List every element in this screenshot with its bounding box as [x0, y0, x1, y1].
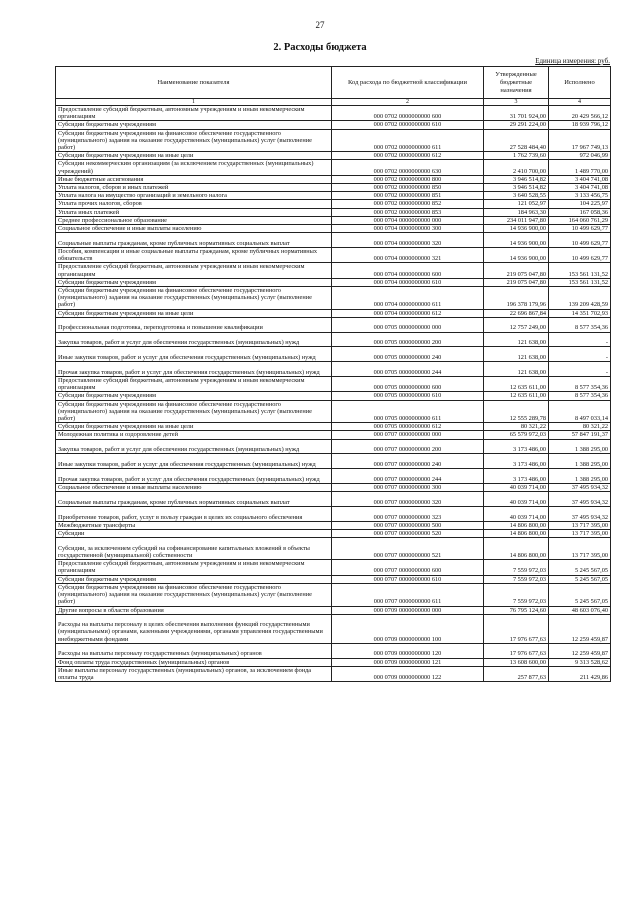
row-name: Закупка товаров, работ и услуг для обеспечения государственных (муниципальных) нужд — [56, 332, 332, 347]
row-plan-amount: 17 976 677,63 — [484, 643, 549, 658]
table-row — [56, 583, 611, 606]
row-name: Социальное обеспечение и иные выплаты населению — [56, 225, 332, 233]
row-name: Молодежная политика и оздоровление детей — [56, 431, 332, 439]
row-code: 000 0702 0000000000 800 — [332, 175, 484, 183]
column-header-plan: Утвержденные бюджетные назначения — [484, 67, 549, 99]
column-index: 2 — [332, 99, 484, 106]
expenditure-table — [55, 66, 611, 682]
row-code: 000 0707 0000000000 300 — [332, 484, 484, 492]
row-code: 000 0705 0000000000 612 — [332, 423, 484, 431]
row-name: Прочая закупка товаров, работ и услуг для обеспечения государственных (муниципальных) нужд — [56, 362, 332, 377]
row-name: Профессиональная подготовка, переподготовка и повышение квалификации — [56, 317, 332, 332]
table-header-row — [56, 67, 611, 99]
row-plan-amount: 12 757 249,00 — [484, 317, 549, 332]
row-plan-amount: 14 936 900,00 — [484, 233, 549, 248]
row-executed-amount: 1 388 295,00 — [549, 439, 611, 454]
row-code: 000 0709 0000000000 120 — [332, 643, 484, 658]
row-name: Иные закупки товаров, работ и услуг для обеспечения государственных (муниципальных) нужд — [56, 347, 332, 362]
row-code: 000 0707 0000000000 320 — [332, 492, 484, 507]
row-code: 000 0707 0000000000 200 — [332, 439, 484, 454]
row-name: Другие вопросы в области образования — [56, 606, 332, 614]
row-name: Субсидии бюджетным учреждениям на финансовое обеспечение государственного (муниципального) задания на оказание государственных (муниципальных) услуг (выполнение работ) — [56, 287, 332, 310]
row-code: 000 0705 0000000000 600 — [332, 377, 484, 392]
row-plan-amount: 14 806 800,00 — [484, 521, 549, 529]
table-row — [56, 152, 611, 160]
row-name: Иные выплаты персоналу государственных (муниципальных) органов, за исключением фонда оплаты труда — [56, 666, 332, 681]
table-row — [56, 233, 611, 248]
row-plan-amount: 27 528 484,40 — [484, 129, 549, 152]
row-name: Предоставление субсидий бюджетным, автономным учреждениям и иным некоммерческим организациям — [56, 377, 332, 392]
row-plan-amount: 121 638,00 — [484, 332, 549, 347]
row-code: 000 0702 0000000000 611 — [332, 129, 484, 152]
row-name: Субсидии бюджетным учреждениям на финансовое обеспечение государственного (муниципального) задания на оказание государственных (муниципальных) услуг (выполнение работ) — [56, 400, 332, 423]
row-code: 000 0705 0000000000 000 — [332, 317, 484, 332]
row-code: 000 0705 0000000000 244 — [332, 362, 484, 377]
row-executed-amount: 1 388 295,00 — [549, 454, 611, 469]
row-executed-amount: 10 499 629,77 — [549, 233, 611, 248]
row-plan-amount: 13 608 600,00 — [484, 658, 549, 666]
row-executed-amount: 5 245 567,05 — [549, 583, 611, 606]
row-plan-amount: 7 559 972,03 — [484, 560, 549, 575]
row-code: 000 0709 0000000000 000 — [332, 606, 484, 614]
row-name: Субсидии бюджетным учреждениям на финансовое обеспечение государственного (муниципального) задания на оказание государственных (муниципальных) услуг (выполнение работ) — [56, 129, 332, 152]
row-code: 000 0704 0000000000 300 — [332, 225, 484, 233]
row-plan-amount: 2 410 700,00 — [484, 160, 549, 175]
table-body — [56, 106, 611, 682]
row-executed-amount: 104 225,97 — [549, 200, 611, 208]
row-plan-amount: 65 579 972,03 — [484, 431, 549, 439]
column-header-name: Наименование показателя — [56, 67, 332, 99]
row-name: Субсидии бюджетным учреждениям на иные цели — [56, 309, 332, 317]
row-code: 000 0707 0000000000 521 — [332, 538, 484, 560]
table-row — [56, 614, 611, 643]
table-row — [56, 658, 611, 666]
row-plan-amount: 219 075 047,80 — [484, 263, 549, 278]
row-plan-amount: 234 011 947,80 — [484, 216, 549, 224]
row-plan-amount: 3 173 486,00 — [484, 454, 549, 469]
row-name: Предоставление субсидий бюджетным, автономным учреждениям и иным некоммерческим организациям — [56, 263, 332, 278]
table-row — [56, 184, 611, 192]
row-plan-amount: 1 762 739,60 — [484, 152, 549, 160]
row-plan-amount: 40 039 714,00 — [484, 484, 549, 492]
row-name: Субсидии некоммерческим организациям (за исключением государственных (муниципальных) учреждений) — [56, 160, 332, 175]
row-plan-amount: 12 635 611,00 — [484, 377, 549, 392]
table-row — [56, 263, 611, 278]
table-row — [56, 392, 611, 400]
row-name: Расходы на выплаты персоналу в целях обеспечения выполнения функций государственными (муниципальными) органами, казенными учреждениями, органами управления государственными внебюджетными фондами — [56, 614, 332, 643]
row-executed-amount: 10 499 629,77 — [549, 225, 611, 233]
row-executed-amount: 17 967 749,13 — [549, 129, 611, 152]
row-name: Субсидии бюджетным учреждениям — [56, 575, 332, 583]
row-plan-amount: 7 559 972,03 — [484, 575, 549, 583]
row-executed-amount: 1 489 770,00 — [549, 160, 611, 175]
row-name: Социальные выплаты гражданам, кроме публичных нормативных социальных выплат — [56, 492, 332, 507]
row-executed-amount: 9 313 528,62 — [549, 658, 611, 666]
row-name: Предоставление субсидий бюджетным, автономным учреждениям и иным некоммерческим организациям — [56, 106, 332, 121]
table-row — [56, 538, 611, 560]
table-row — [56, 175, 611, 183]
row-code: 000 0705 0000000000 200 — [332, 332, 484, 347]
table-row — [56, 332, 611, 347]
row-code: 000 0704 0000000000 611 — [332, 287, 484, 310]
row-executed-amount: 5 245 567,05 — [549, 560, 611, 575]
table-row — [56, 439, 611, 454]
row-plan-amount: 3 173 486,00 — [484, 439, 549, 454]
table-row — [56, 454, 611, 469]
row-code: 000 0704 0000000000 000 — [332, 216, 484, 224]
row-name: Среднее профессиональное образование — [56, 216, 332, 224]
row-executed-amount: 37 495 934,32 — [549, 492, 611, 507]
row-executed-amount: 8 577 354,36 — [549, 392, 611, 400]
row-plan-amount: 12 555 289,78 — [484, 400, 549, 423]
row-executed-amount: 164 060 761,29 — [549, 216, 611, 224]
row-name: Фонд оплаты труда государственных (муниципальных) органов — [56, 658, 332, 666]
row-plan-amount: 3 946 514,82 — [484, 175, 549, 183]
unit-label: Единица измерения: руб. — [535, 57, 610, 65]
row-executed-amount: 211 429,86 — [549, 666, 611, 681]
row-executed-amount: 153 561 131,52 — [549, 263, 611, 278]
table-row — [56, 400, 611, 423]
page-number: 27 — [315, 20, 325, 30]
row-plan-amount: 40 039 714,00 — [484, 507, 549, 522]
row-code: 000 0702 0000000000 852 — [332, 200, 484, 208]
table-row — [56, 362, 611, 377]
row-executed-amount: 10 499 629,77 — [549, 248, 611, 263]
row-plan-amount: 14 806 800,00 — [484, 530, 549, 538]
table-row — [56, 106, 611, 121]
row-name: Уплата иных платежей — [56, 208, 332, 216]
row-plan-amount: 12 635 611,00 — [484, 392, 549, 400]
row-plan-amount: 17 976 677,63 — [484, 614, 549, 643]
column-index: 4 — [549, 99, 611, 106]
row-name: Иные бюджетные ассигнования — [56, 175, 332, 183]
row-code: 000 0707 0000000000 244 — [332, 469, 484, 484]
row-plan-amount: 14 936 900,00 — [484, 248, 549, 263]
row-executed-amount: 37 495 934,32 — [549, 484, 611, 492]
row-plan-amount: 14 936 900,00 — [484, 225, 549, 233]
row-executed-amount: 8 497 033,14 — [549, 400, 611, 423]
row-code: 000 0704 0000000000 600 — [332, 263, 484, 278]
row-name: Субсидии бюджетным учреждениям на иные цели — [56, 152, 332, 160]
row-executed-amount: 12 259 459,87 — [549, 614, 611, 643]
row-plan-amount: 3 640 528,55 — [484, 192, 549, 200]
row-plan-amount: 257 877,63 — [484, 666, 549, 681]
row-name: Прочая закупка товаров, работ и услуг для обеспечения государственных (муниципальных) нужд — [56, 469, 332, 484]
row-plan-amount: 31 701 924,00 — [484, 106, 549, 121]
row-executed-amount: - — [549, 362, 611, 377]
row-code: 000 0707 0000000000 500 — [332, 521, 484, 529]
row-code: 000 0702 0000000000 610 — [332, 121, 484, 129]
row-executed-amount: 139 209 428,59 — [549, 287, 611, 310]
row-code: 000 0709 0000000000 121 — [332, 658, 484, 666]
table-row — [56, 666, 611, 681]
row-executed-amount: 57 847 191,37 — [549, 431, 611, 439]
table-row — [56, 575, 611, 583]
row-code: 000 0707 0000000000 610 — [332, 575, 484, 583]
column-header-code: Код расхода по бюджетной классификации — [332, 67, 484, 99]
row-name: Уплата прочих налогов, сборов — [56, 200, 332, 208]
row-plan-amount: 80 321,22 — [484, 423, 549, 431]
row-plan-amount: 121 638,00 — [484, 347, 549, 362]
column-index: 1 — [56, 99, 332, 106]
row-plan-amount: 196 378 179,96 — [484, 287, 549, 310]
table-row — [56, 530, 611, 538]
row-code: 000 0707 0000000000 600 — [332, 560, 484, 575]
row-code: 000 0704 0000000000 610 — [332, 278, 484, 286]
row-code: 000 0704 0000000000 321 — [332, 248, 484, 263]
table-row — [56, 192, 611, 200]
row-executed-amount: 5 245 567,05 — [549, 575, 611, 583]
table-row — [56, 377, 611, 392]
column-index-row — [56, 99, 611, 106]
row-name: Предоставление субсидий бюджетным, автономным учреждениям и иным некоммерческим организациям — [56, 560, 332, 575]
table-row — [56, 423, 611, 431]
table-row — [56, 521, 611, 529]
row-name: Субсидии бюджетным учреждениям — [56, 392, 332, 400]
table-row — [56, 200, 611, 208]
row-name: Субсидии — [56, 530, 332, 538]
row-plan-amount: 14 806 800,00 — [484, 538, 549, 560]
row-name: Закупка товаров, работ и услуг для обеспечения государственных (муниципальных) нужд — [56, 439, 332, 454]
row-name: Субсидии бюджетным учреждениям — [56, 278, 332, 286]
table-row — [56, 129, 611, 152]
table-row — [56, 278, 611, 286]
row-code: 000 0705 0000000000 611 — [332, 400, 484, 423]
row-name: Социальное обеспечение и иные выплаты населению — [56, 484, 332, 492]
row-code: 000 0707 0000000000 240 — [332, 454, 484, 469]
row-executed-amount: - — [549, 347, 611, 362]
table-row — [56, 484, 611, 492]
row-executed-amount: 12 259 459,87 — [549, 643, 611, 658]
row-executed-amount: - — [549, 332, 611, 347]
row-plan-amount: 121 638,00 — [484, 362, 549, 377]
row-name: Расходы на выплаты персоналу государственных (муниципальных) органов — [56, 643, 332, 658]
row-executed-amount: 153 561 131,52 — [549, 278, 611, 286]
row-executed-amount: 20 429 566,12 — [549, 106, 611, 121]
table-row — [56, 317, 611, 332]
row-code: 000 0707 0000000000 611 — [332, 583, 484, 606]
table-row — [56, 431, 611, 439]
table-row — [56, 492, 611, 507]
table-row — [56, 216, 611, 224]
row-plan-amount: 40 039 714,00 — [484, 492, 549, 507]
column-index: 3 — [484, 99, 549, 106]
row-executed-amount: 3 404 741,08 — [549, 184, 611, 192]
row-executed-amount: 13 717 395,00 — [549, 530, 611, 538]
table-row — [56, 347, 611, 362]
row-code: 000 0702 0000000000 850 — [332, 184, 484, 192]
table-row — [56, 469, 611, 484]
row-name: Субсидии бюджетным учреждениям на финансовое обеспечение государственного (муниципального) задания на оказание государственных (муниципальных) услуг (выполнение работ) — [56, 583, 332, 606]
row-plan-amount: 22 696 867,84 — [484, 309, 549, 317]
column-header-done: Исполнено — [549, 67, 611, 99]
row-code: 000 0705 0000000000 610 — [332, 392, 484, 400]
table-row — [56, 309, 611, 317]
table-row — [56, 208, 611, 216]
row-executed-amount: 13 717 395,00 — [549, 521, 611, 529]
row-name: Иные закупки товаров, работ и услуг для обеспечения государственных (муниципальных) нужд — [56, 454, 332, 469]
row-executed-amount: 3 133 456,75 — [549, 192, 611, 200]
row-code: 000 0702 0000000000 600 — [332, 106, 484, 121]
row-name: Субсидии бюджетным учреждениям на иные цели — [56, 423, 332, 431]
row-plan-amount: 3 173 486,00 — [484, 469, 549, 484]
row-plan-amount: 29 291 224,00 — [484, 121, 549, 129]
table-row — [56, 507, 611, 522]
table-row — [56, 606, 611, 614]
row-plan-amount: 184 963,30 — [484, 208, 549, 216]
table-row — [56, 160, 611, 175]
row-executed-amount: 3 404 741,08 — [549, 175, 611, 183]
row-code: 000 0702 0000000000 630 — [332, 160, 484, 175]
row-code: 000 0704 0000000000 612 — [332, 309, 484, 317]
row-plan-amount: 121 052,97 — [484, 200, 549, 208]
row-executed-amount: 8 577 354,36 — [549, 317, 611, 332]
row-name: Пособия, компенсации и иные социальные выплаты гражданам, кроме публичных нормативных обязательств — [56, 248, 332, 263]
table-row — [56, 287, 611, 310]
table-row — [56, 248, 611, 263]
row-name: Межбюджетные трансферты — [56, 521, 332, 529]
row-executed-amount: 1 388 295,00 — [549, 469, 611, 484]
row-name: Уплата налогов, сборов и иных платежей — [56, 184, 332, 192]
row-plan-amount: 7 559 972,03 — [484, 583, 549, 606]
row-code: 000 0707 0000000000 323 — [332, 507, 484, 522]
row-code: 000 0709 0000000000 122 — [332, 666, 484, 681]
row-code: 000 0702 0000000000 853 — [332, 208, 484, 216]
row-executed-amount: 972 046,99 — [549, 152, 611, 160]
row-executed-amount: 48 603 076,40 — [549, 606, 611, 614]
row-executed-amount: 8 577 354,36 — [549, 377, 611, 392]
row-name: Уплата налога на имущество организаций и земельного налога — [56, 192, 332, 200]
table-row — [56, 643, 611, 658]
row-executed-amount: 37 495 934,32 — [549, 507, 611, 522]
row-code: 000 0707 0000000000 520 — [332, 530, 484, 538]
row-executed-amount: 14 351 702,93 — [549, 309, 611, 317]
row-code: 000 0705 0000000000 240 — [332, 347, 484, 362]
table-row — [56, 121, 611, 129]
row-executed-amount: 18 939 796,12 — [549, 121, 611, 129]
row-code: 000 0704 0000000000 320 — [332, 233, 484, 248]
row-code: 000 0709 0000000000 100 — [332, 614, 484, 643]
row-name: Субсидии бюджетным учреждениям — [56, 121, 332, 129]
table-row — [56, 225, 611, 233]
row-name: Приобретение товаров, работ, услуг в пользу граждан в целях их социального обеспечения — [56, 507, 332, 522]
row-executed-amount: 13 717 395,00 — [549, 538, 611, 560]
row-plan-amount: 219 075 047,80 — [484, 278, 549, 286]
row-code: 000 0707 0000000000 000 — [332, 431, 484, 439]
row-code: 000 0702 0000000000 851 — [332, 192, 484, 200]
row-code: 000 0702 0000000000 612 — [332, 152, 484, 160]
section-title: 2. Расходы бюджета — [273, 42, 367, 53]
row-executed-amount: 80 321,22 — [549, 423, 611, 431]
row-executed-amount: 167 058,36 — [549, 208, 611, 216]
row-plan-amount: 76 795 124,60 — [484, 606, 549, 614]
row-plan-amount: 3 946 514,82 — [484, 184, 549, 192]
row-name: Социальные выплаты гражданам, кроме публичных нормативных социальных выплат — [56, 233, 332, 248]
table-row — [56, 560, 611, 575]
row-name: Субсидии, за исключением субсидий на софинансирование капитальных вложений в объекты государственной (муниципальной) собственности — [56, 538, 332, 560]
